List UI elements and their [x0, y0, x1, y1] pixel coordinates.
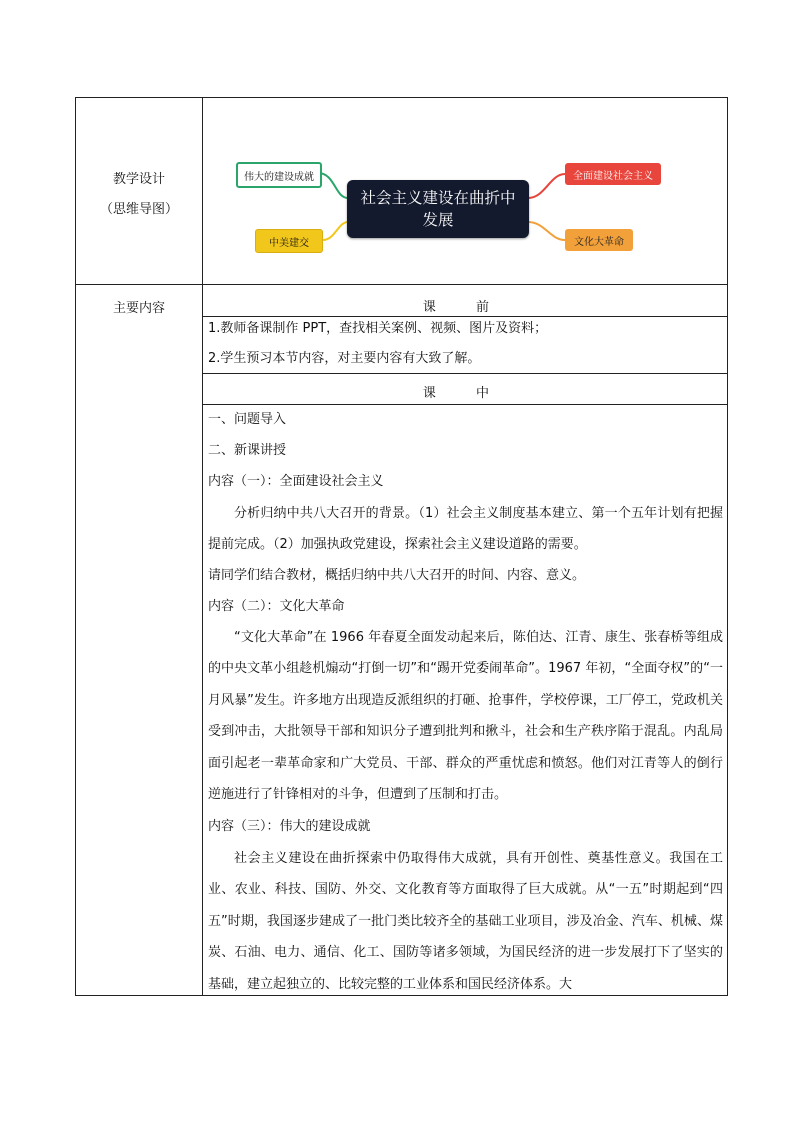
mindmap-center-topic [347, 180, 529, 238]
content1-paragraph: 分析归纳中共八大召开的背景。（1）社会主义制度基本建立、第一个五年计划有把握提前完成。（2）加强执政党建设，探索社会主义建设道路的需要。 [208, 506, 723, 553]
content2-paragraph: “文化大革命”在 1966 年春夏全面发动起来后，陈伯达、江青、康生、张春桥等组成的中央文革小组趁机煽动“打倒一切”和“踢开党委闹革命”。1967 年初，“全面夺权”的“一月风暴”发生。许多地方出现造反派组织的打砸、抢事件，学校停课，工厂停工，党政机关受到冲击，大批领导干部和知识分子遭到批判和揪斗，社会和生产秩序陷于混乱。内乱局面引起老一辈革命家和广大党员、干部、群众的严重忧虑和愤怒。他们对江青等人的倒行逆施进行了针锋相对的斗争，但遭到了压制和打击。 [208, 630, 723, 803]
content3-title: 内容（三）：伟大的建设成就 [208, 819, 371, 834]
row-divider-mindmap [75, 284, 728, 285]
design-subtitle: （思维导图） [99, 202, 178, 217]
content2-title: 内容（二）：文化大革命 [208, 599, 345, 614]
connector-bottom-right [528, 222, 565, 240]
mindmap-node-construction-achievements: 伟大的建设成就 [236, 162, 322, 188]
mindmap-center-line1: 社会主义建设在曲折中 [360, 189, 516, 207]
before-class-item-2: 2.学生预习本节内容，对主要内容有大致了解。 [208, 351, 481, 366]
connector-bottom-left [323, 222, 348, 240]
content3-paragraph: 社会主义建设在曲折探索中仍取得伟大成就，具有开创性、奠基性意义。我国在工业、农业、科技、国防、外交、文化教育等方面取得了巨大成就。从“一五”时期起到“四五”时期，我国逐步建成了一批门类比较齐全的基础工业项目，涉及冶金、汽车、机械、煤炭、石油、电力、通信、化工、国防等诸多领域，为国民经济的进一步发展打下了坚实的基础，建立起独立的、比较完整的工业体系和国民经济体系。大 [208, 851, 723, 992]
design-title: 教学设计 [112, 172, 165, 187]
content1-title: 内容（一）：全面建设社会主义 [208, 474, 384, 489]
mindmap-node-cultural-revolution: 文化大革命 [565, 229, 633, 251]
in-class-header: 课 中 [422, 386, 508, 401]
table-border-left [75, 97, 76, 996]
table-border-top [75, 97, 728, 98]
connector-top-right [528, 174, 565, 198]
mindmap-center-topic-text [360, 187, 515, 231]
content1-prompt: 请同学们结合教材，概括归纳中共八大召开的时间、内容、意义。 [208, 568, 586, 583]
section-problem-intro: 一、问题导入 [208, 412, 287, 427]
connector-top-left [318, 173, 348, 198]
before-class-item-1: 1.教师备课制作 PPT，查找相关案例、视频、图片及资料； [208, 321, 548, 336]
table-border-right [727, 97, 728, 996]
before-class-header: 课 前 [422, 300, 508, 315]
mindmap-node-comprehensive-socialism: 全面建设社会主义 [565, 163, 661, 185]
table-border-bottom [75, 995, 728, 996]
mindmap-node-sino-us-relations: 中美建交 [255, 229, 323, 253]
column-divider [202, 97, 203, 996]
main-content-label: 主要内容 [112, 301, 165, 316]
mindmap-center-line2: 发展 [422, 211, 454, 229]
section-new-lesson: 二、新课讲授 [208, 443, 287, 458]
